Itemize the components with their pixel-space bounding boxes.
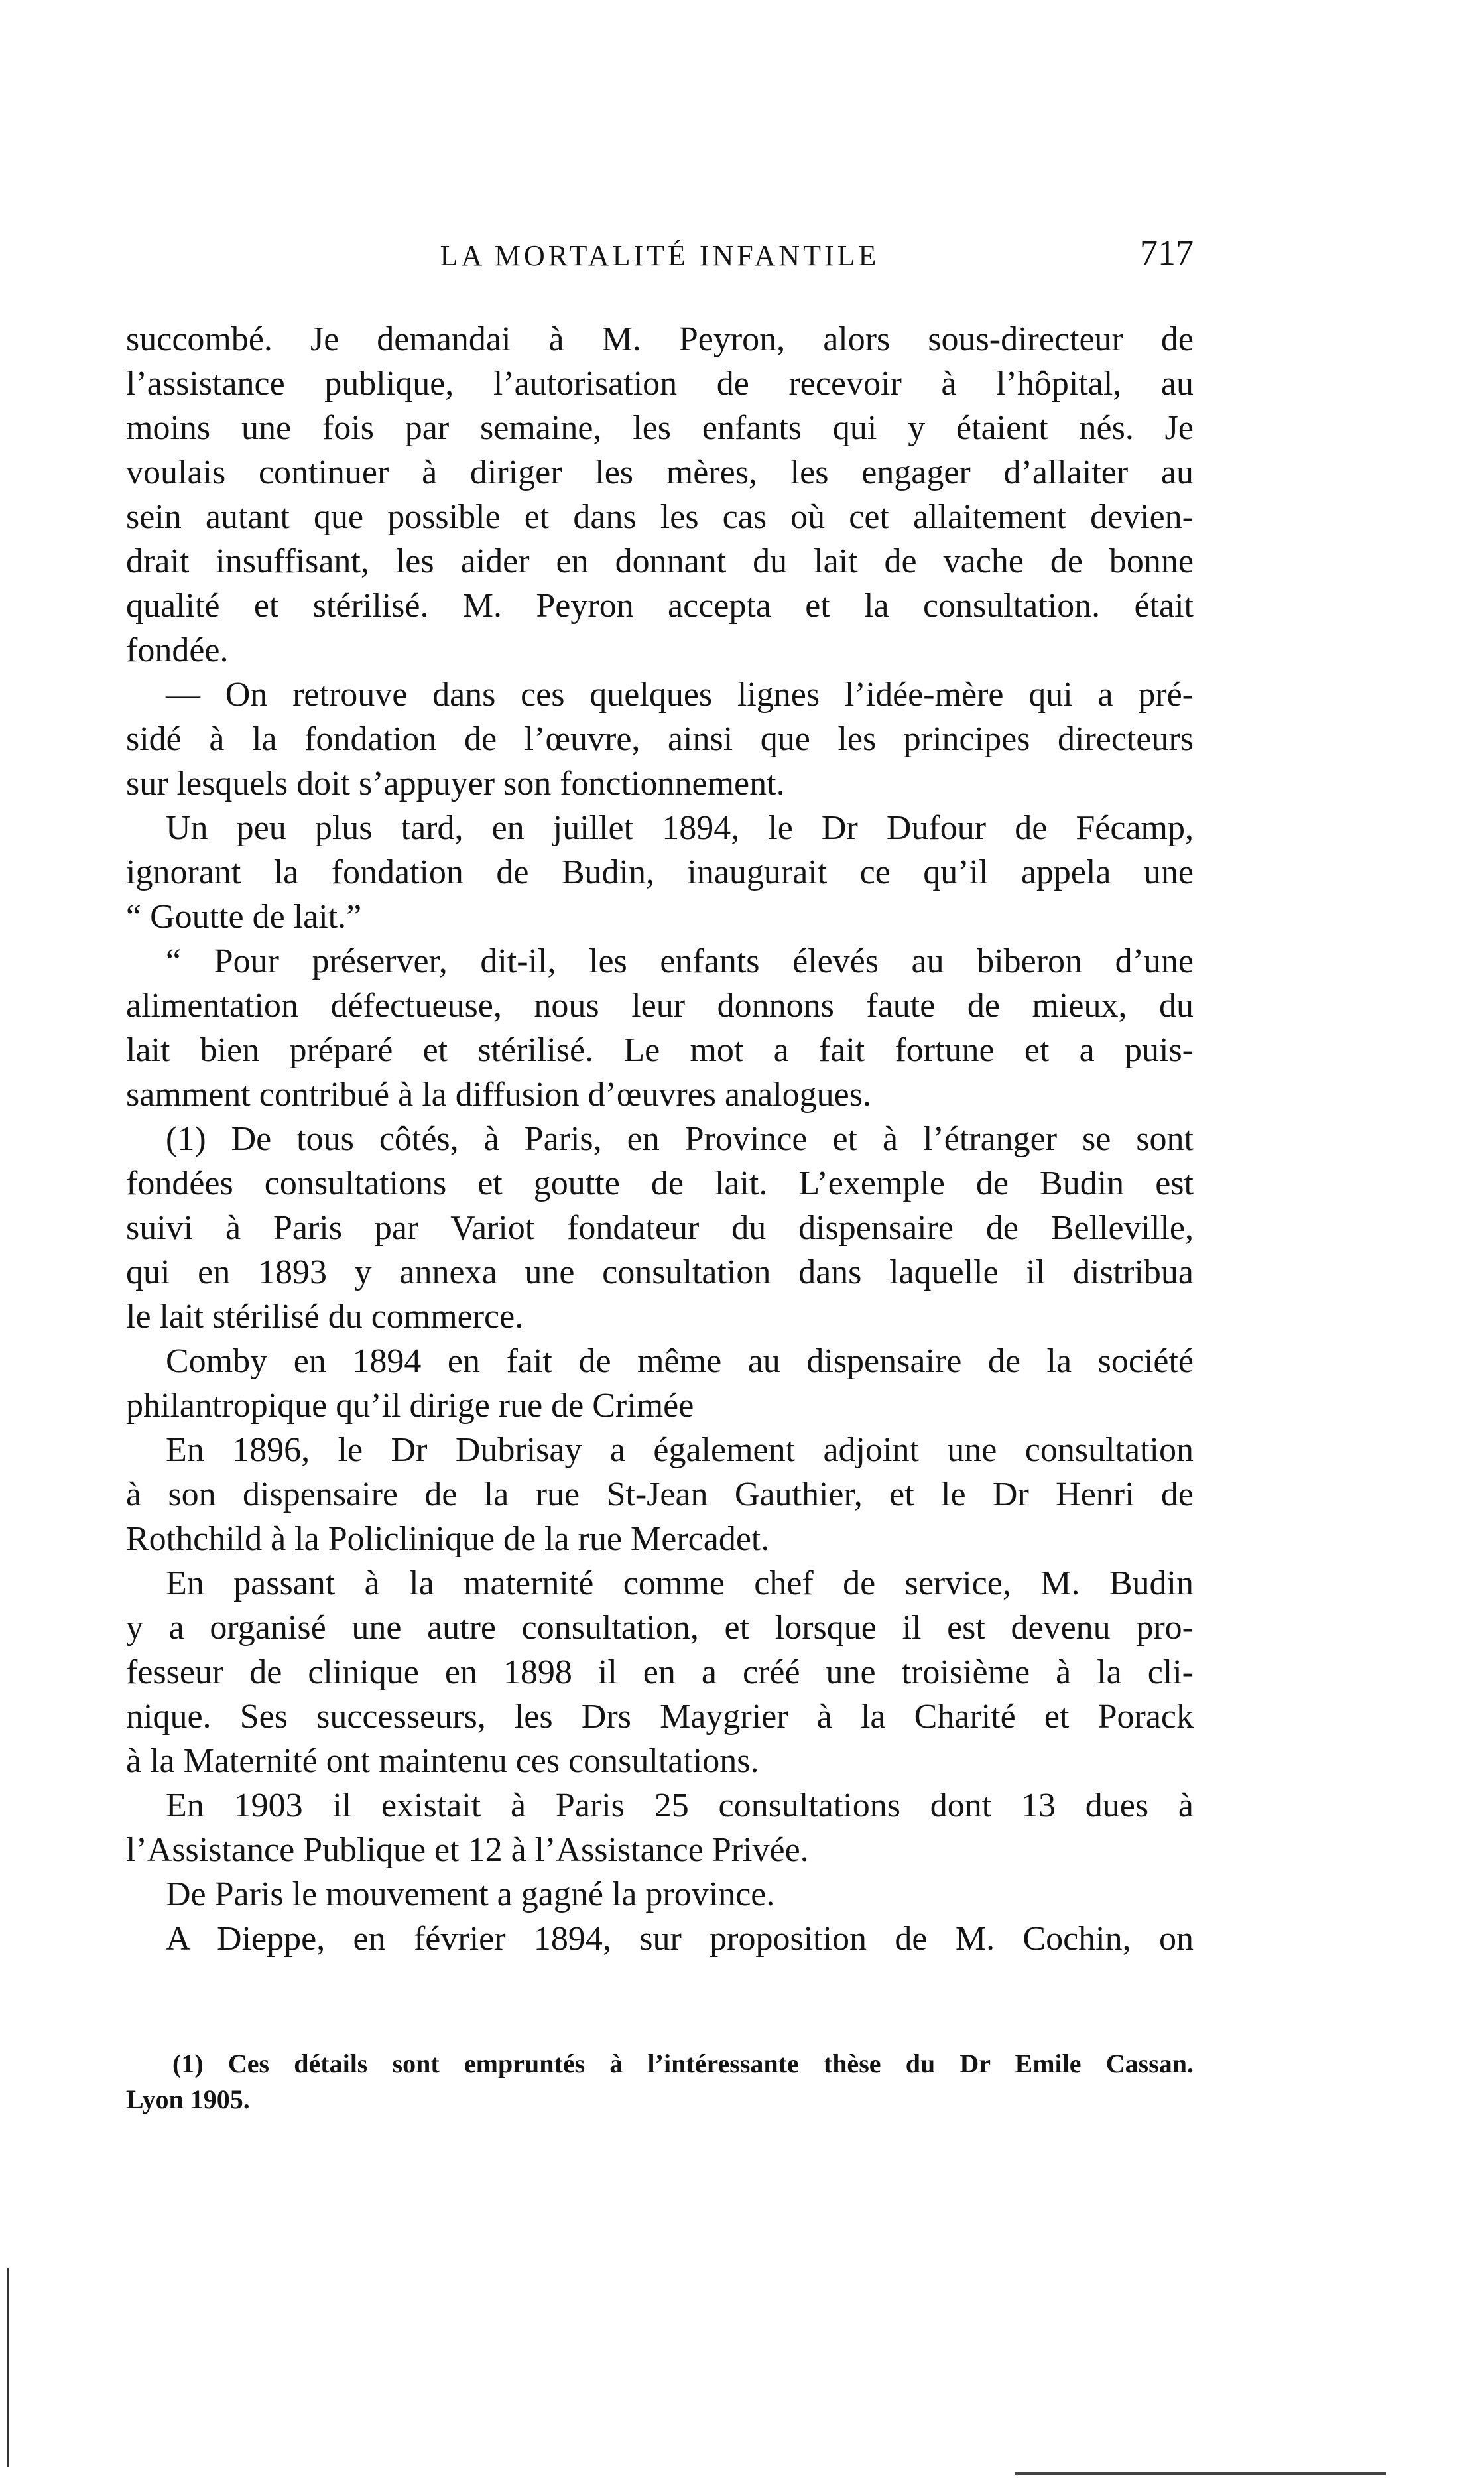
text-line: drait insuffisant, les aider en donnant du lait de vache de bonne (126, 542, 1194, 580)
text-line: à la Maternité ont maintenu ces consultations. (126, 1742, 759, 1780)
text-line: fesseur de clinique en 1898 il en a créé une troisième à la cli- (126, 1653, 1194, 1691)
text-line: Comby en 1894 en fait de même au dispensaire de la société (166, 1342, 1194, 1380)
text-line: fondées consultations et goutte de lait. L’exemple de Budin est (126, 1165, 1194, 1202)
footnote-line: Lyon 1905. (126, 2084, 250, 2114)
text-line: moins une fois par semaine, les enfants qui y étaient nés. Je (126, 409, 1194, 447)
text-line: l’Assistance Publique et 12 à l’Assistance Privée. (126, 1831, 809, 1869)
text-line: sein autant que possible et dans les cas où cet allaitement devien- (126, 498, 1194, 536)
text-line: l’assistance publique, l’autorisation de recevoir à l’hôpital, au (126, 365, 1194, 403)
text-line: (1) De tous côtés, à Paris, en Province et à l’étranger se sont (166, 1120, 1194, 1158)
text-line: philantropique qu’il dirige rue de Crimée (126, 1387, 694, 1425)
text-line: ignorant la fondation de Budin, inaugurait ce qu’il appela une (126, 854, 1194, 891)
text-line: A Dieppe, en février 1894, sur proposition de M. Cochin, on (166, 1920, 1194, 1958)
text-line: suivi à Paris par Variot fondateur du dispensaire de Belleville, (126, 1209, 1194, 1247)
text-line: qualité et stérilisé. M. Peyron accepta et la consultation. était (126, 587, 1194, 625)
footnote-line: (1) Ces détails sont empruntés à l’intéressante thèse du Dr Emile Cassan. (172, 2049, 1194, 2078)
text-line: En 1896, le Dr Dubrisay a également adjoint une consultation (166, 1431, 1194, 1469)
text-line: lait bien préparé et stérilisé. Le mot a fait fortune et a puis- (126, 1031, 1194, 1069)
text-line: qui en 1893 y annexa une consultation dans laquelle il distribua (126, 1253, 1194, 1291)
text-line: succombé. Je demandai à M. Peyron, alors sous-directeur de (126, 320, 1194, 358)
text-line: samment contribué à la diffusion d’œuvres analogues. (126, 1076, 871, 1113)
text-line: y a organisé une autre consultation, et lorsque il est devenu pro- (126, 1609, 1194, 1647)
text-line: le lait stérilisé du commerce. (126, 1298, 524, 1336)
text-line: sidé à la fondation de l’œuvre, ainsi que les principes directeurs (126, 720, 1194, 758)
bottom-rule (1015, 2472, 1386, 2475)
text-line: De Paris le mouvement a gagné la province. (166, 1876, 775, 1913)
text-line: à son dispensaire de la rue St-Jean Gauthier, et le Dr Henri de (126, 1476, 1194, 1513)
text-line: alimentation défectueuse, nous leur donnons faute de mieux, du (126, 987, 1194, 1025)
running-title: LA MORTALITÉ INFANTILE (440, 239, 880, 272)
running-head (126, 233, 1194, 285)
text-line: nique. Ses successeurs, les Drs Maygrier à la Charité et Porack (126, 1698, 1194, 1736)
text-line: — On retrouve dans ces quelques lignes l’idée-mère qui a pré- (166, 676, 1194, 714)
page-number: 717 (1140, 233, 1194, 273)
text-line: voulais continuer à diriger les mères, les engager d’allaiter au (126, 454, 1194, 491)
text-line: fondée. (126, 631, 229, 669)
margin-rule (7, 2268, 9, 2467)
text-line: Rothchild à la Policlinique de la rue Mercadet. (126, 1520, 770, 1558)
text-line: “ Pour préserver, dit-il, les enfants élevés au biberon d’une (166, 942, 1194, 980)
text-line: En passant à la maternité comme chef de service, M. Budin (166, 1564, 1194, 1602)
text-line: Un peu plus tard, en juillet 1894, le Dr Dufour de Fécamp, (166, 809, 1194, 847)
text-line: sur lesquels doit s’appuyer son fonctionnement. (126, 765, 785, 802)
text-line: “ Goutte de lait.” (126, 898, 362, 936)
body-text (126, 317, 1194, 1961)
footnotes (126, 2046, 1194, 2118)
text-line: En 1903 il existait à Paris 25 consultations dont 13 dues à (166, 1787, 1194, 1824)
